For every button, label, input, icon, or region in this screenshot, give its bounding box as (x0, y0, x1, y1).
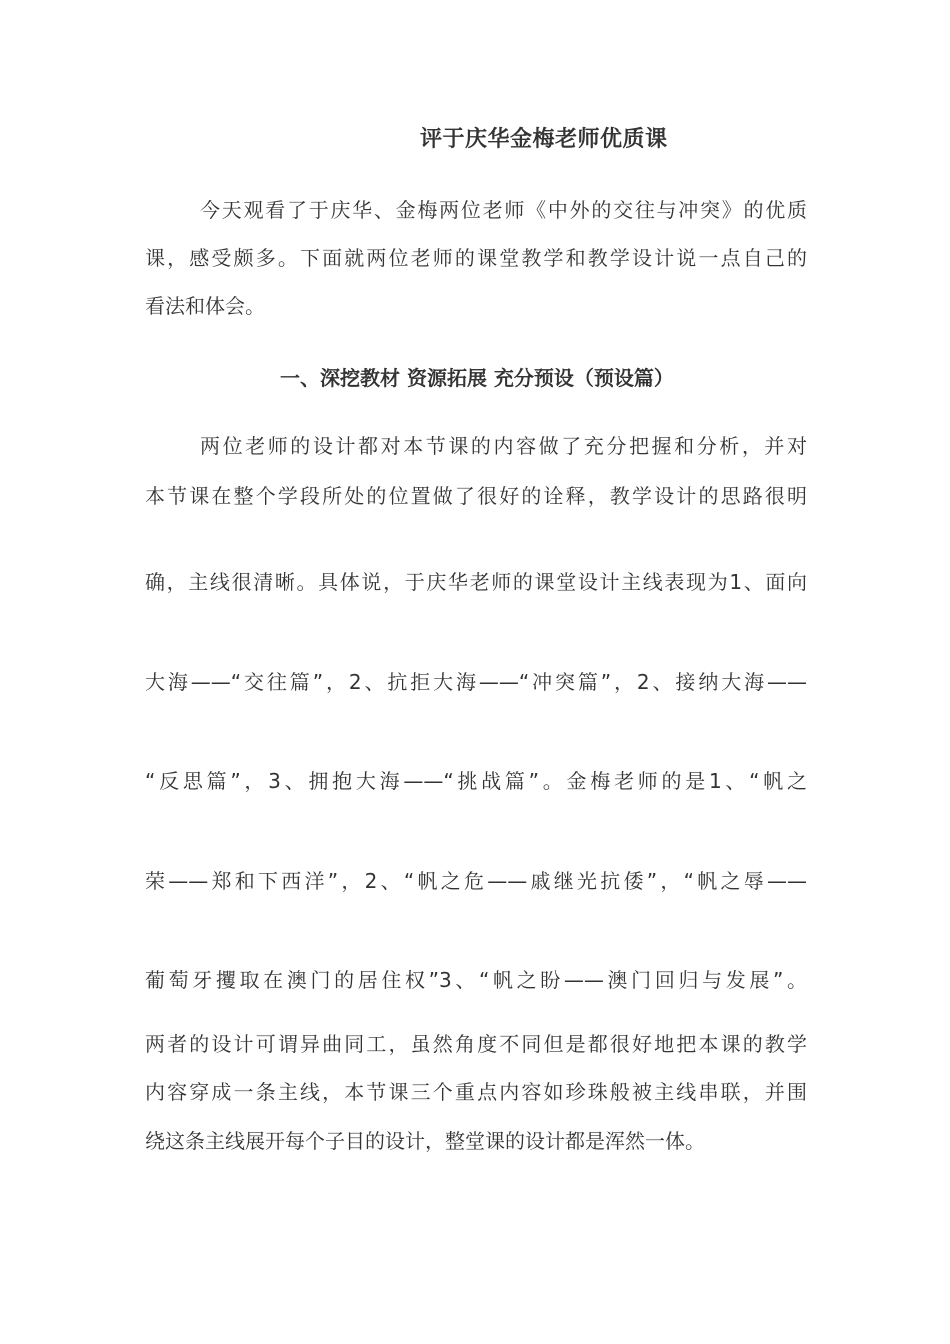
document-title: 评于庆华金梅老师优质课 (420, 127, 668, 152)
section-1-line-2: 本节课在整个学段所处的位置做了很好的诠释，教学设计的思路很明 (145, 484, 807, 508)
section-1-line-1: 两位老师的设计都对本节课的内容做了充分把握和分析，并对 (200, 434, 807, 458)
section-1-line-3: 确，主线很清晰。具体说，于庆华老师的课堂设计主线表现为1、面向 (145, 570, 807, 594)
intro-line-2: 课，感受颇多。下面就两位老师的课堂教学和教学设计说一点自己的 (145, 246, 807, 270)
section-1-line-4: 大海——“交往篇”，2、抗拒大海——“冲突篇”，2、接纳大海—— (145, 670, 807, 694)
section-1-line-10: 绕这条主线展开每个子目的设计，整堂课的设计都是浑然一体。 (145, 1129, 705, 1153)
section-1-line-9: 内容穿成一条主线，本节课三个重点内容如珍珠般被主线串联，并围 (145, 1080, 807, 1104)
intro-line-3: 看法和体会。 (145, 294, 265, 318)
section-1-line-8: 两者的设计可谓异曲同工，虽然角度不同但是都很好地把本课的教学 (145, 1032, 807, 1056)
section-1-line-6: 荣——郑和下西洋”，2、“帆之危——戚继光抗倭”，“帆之辱—— (145, 869, 807, 893)
intro-line-1: 今天观看了于庆华、金梅两位老师《中外的交往与冲突》的优质 (200, 198, 807, 222)
section-1-line-7: 葡萄牙攫取在澳门的居住权”3、“帆之盼——澳门回归与发展”。 (145, 968, 807, 992)
section-1-heading: 一、深挖教材 资源拓展 充分预设（预设篇） (280, 366, 674, 390)
section-1-line-5: “反思篇”，3、拥抱大海——“挑战篇”。金梅老师的是1、“帆之 (145, 769, 807, 793)
